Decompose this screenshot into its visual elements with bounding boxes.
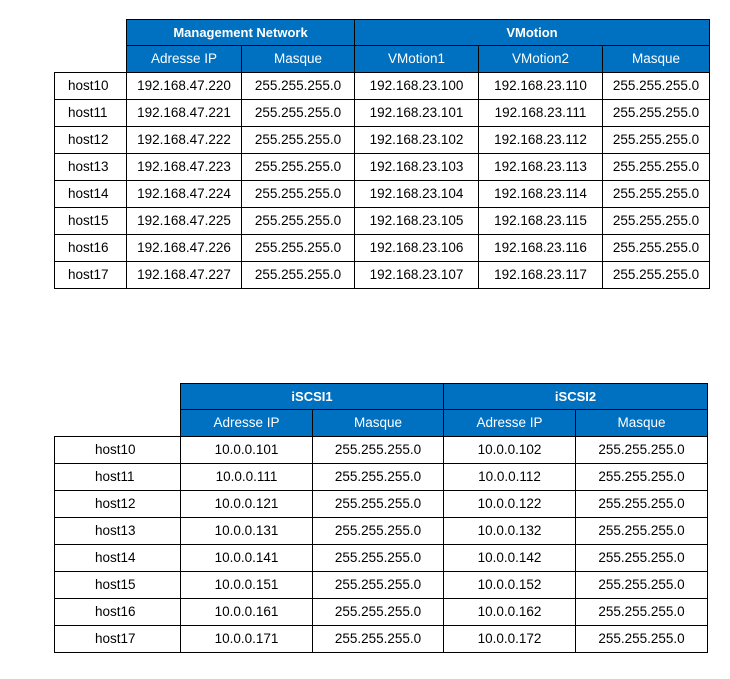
iscsi-table-row [55, 571, 708, 598]
table-cell: 192.168.23.117 [479, 261, 603, 288]
table-cell: 255.255.255.0 [576, 517, 708, 544]
host-name-cell: host10 [55, 436, 181, 463]
table-cell: 255.255.255.0 [242, 99, 355, 126]
table-cell: 255.255.255.0 [603, 234, 710, 261]
host-name-cell: host13 [55, 153, 127, 180]
table-cell: 255.255.255.0 [313, 571, 444, 598]
table-cell: 255.255.255.0 [576, 598, 708, 625]
table-cell: 192.168.47.221 [127, 99, 242, 126]
table-cell: 255.255.255.0 [313, 517, 444, 544]
table-cell: 192.168.47.225 [127, 207, 242, 234]
column-header: Masque [242, 46, 355, 73]
host-name-cell: host13 [55, 517, 181, 544]
column-header: Adresse IP [444, 410, 576, 437]
table-cell: 10.0.0.142 [444, 544, 576, 571]
table-cell: 10.0.0.111 [181, 463, 313, 490]
group-header-management: Management Network [127, 20, 355, 46]
table-cell: 255.255.255.0 [576, 490, 708, 517]
table-cell: 192.168.47.224 [127, 180, 242, 207]
table-cell: 192.168.23.114 [479, 180, 603, 207]
table-cell: 255.255.255.0 [242, 180, 355, 207]
table-cell: 10.0.0.122 [444, 490, 576, 517]
network-table-row [55, 207, 710, 234]
group-header-iscsi1: iSCSI1 [181, 384, 444, 410]
table-cell: 255.255.255.0 [603, 72, 710, 99]
table-cell: 192.168.47.223 [127, 153, 242, 180]
network-group-header-row [55, 20, 710, 46]
iscsi-table [54, 383, 708, 653]
table-cell: 255.255.255.0 [576, 436, 708, 463]
network-table-row [55, 72, 710, 99]
network-table [54, 19, 710, 289]
table-cell: 255.255.255.0 [603, 153, 710, 180]
iscsi-table-row [55, 463, 708, 490]
table-cell: 10.0.0.151 [181, 571, 313, 598]
column-header: Masque [603, 46, 710, 73]
network-table-row [55, 126, 710, 153]
host-name-cell: host17 [55, 625, 181, 652]
table-cell: 192.168.23.105 [355, 207, 479, 234]
table-cell: 10.0.0.162 [444, 598, 576, 625]
table-cell: 10.0.0.131 [181, 517, 313, 544]
iscsi-table-row [55, 517, 708, 544]
table-cell: 192.168.23.101 [355, 99, 479, 126]
group-header-iscsi2: iSCSI2 [444, 384, 708, 410]
table-cell: 255.255.255.0 [576, 625, 708, 652]
network-table-row [55, 180, 710, 207]
table-cell: 192.168.23.100 [355, 72, 479, 99]
table-cell: 255.255.255.0 [603, 261, 710, 288]
iscsi-table-row [55, 598, 708, 625]
network-table-row [55, 99, 710, 126]
host-name-cell: host15 [55, 571, 181, 598]
host-name-cell: host15 [55, 207, 127, 234]
table-cell: 255.255.255.0 [313, 598, 444, 625]
table-cell: 255.255.255.0 [603, 99, 710, 126]
table-cell: 192.168.23.112 [479, 126, 603, 153]
table-cell: 192.168.23.115 [479, 207, 603, 234]
host-name-cell: host17 [55, 261, 127, 288]
host-name-cell: host16 [55, 598, 181, 625]
table-cell: 10.0.0.102 [444, 436, 576, 463]
table-cell: 255.255.255.0 [576, 571, 708, 598]
table-cell: 255.255.255.0 [313, 463, 444, 490]
table-cell: 192.168.23.102 [355, 126, 479, 153]
host-name-cell: host12 [55, 126, 127, 153]
table-cell: 255.255.255.0 [242, 207, 355, 234]
table-cell: 10.0.0.121 [181, 490, 313, 517]
table-cell: 255.255.255.0 [242, 126, 355, 153]
corner-blank [55, 410, 181, 437]
host-name-cell: host12 [55, 490, 181, 517]
column-header: VMotion1 [355, 46, 479, 73]
table-cell: 255.255.255.0 [242, 261, 355, 288]
host-name-cell: host10 [55, 72, 127, 99]
corner-blank [55, 384, 181, 410]
network-table-row [55, 153, 710, 180]
table-cell: 255.255.255.0 [313, 490, 444, 517]
table-cell: 192.168.47.220 [127, 72, 242, 99]
corner-blank [55, 20, 127, 46]
host-name-cell: host11 [55, 99, 127, 126]
table-cell: 255.255.255.0 [313, 544, 444, 571]
iscsi-table-row [55, 544, 708, 571]
table-cell: 255.255.255.0 [576, 544, 708, 571]
table-cell: 255.255.255.0 [603, 207, 710, 234]
iscsi-column-header-row [55, 410, 708, 437]
table-cell: 255.255.255.0 [603, 126, 710, 153]
table-cell: 192.168.23.116 [479, 234, 603, 261]
table-cell: 192.168.23.111 [479, 99, 603, 126]
corner-blank [55, 46, 127, 73]
column-header: Masque [576, 410, 708, 437]
table-cell: 255.255.255.0 [313, 625, 444, 652]
table-cell: 10.0.0.172 [444, 625, 576, 652]
table-cell: 255.255.255.0 [576, 463, 708, 490]
iscsi-table-row [55, 625, 708, 652]
group-header-vmotion: VMotion [355, 20, 710, 46]
network-table-row [55, 261, 710, 288]
column-header: VMotion2 [479, 46, 603, 73]
table-cell: 192.168.23.104 [355, 180, 479, 207]
table-cell: 192.168.47.227 [127, 261, 242, 288]
table-cell: 192.168.23.110 [479, 72, 603, 99]
column-header: Adresse IP [127, 46, 242, 73]
table-cell: 192.168.23.103 [355, 153, 479, 180]
table-cell: 255.255.255.0 [242, 72, 355, 99]
table-cell: 10.0.0.132 [444, 517, 576, 544]
host-name-cell: host14 [55, 180, 127, 207]
iscsi-group-header-row [55, 384, 708, 410]
host-name-cell: host16 [55, 234, 127, 261]
table-cell: 255.255.255.0 [313, 436, 444, 463]
table-cell: 255.255.255.0 [242, 153, 355, 180]
iscsi-table-row [55, 436, 708, 463]
table-cell: 255.255.255.0 [242, 234, 355, 261]
table-cell: 10.0.0.161 [181, 598, 313, 625]
table-cell: 255.255.255.0 [603, 180, 710, 207]
table-cell: 192.168.23.107 [355, 261, 479, 288]
network-column-header-row [55, 46, 710, 73]
table-cell: 192.168.47.222 [127, 126, 242, 153]
table-cell: 192.168.23.106 [355, 234, 479, 261]
table-cell: 10.0.0.112 [444, 463, 576, 490]
host-name-cell: host11 [55, 463, 181, 490]
table-cell: 10.0.0.101 [181, 436, 313, 463]
table-cell: 10.0.0.141 [181, 544, 313, 571]
table-cell: 10.0.0.171 [181, 625, 313, 652]
table-cell: 192.168.23.113 [479, 153, 603, 180]
column-header: Masque [313, 410, 444, 437]
table-cell: 10.0.0.152 [444, 571, 576, 598]
host-name-cell: host14 [55, 544, 181, 571]
column-header: Adresse IP [181, 410, 313, 437]
network-table-row [55, 234, 710, 261]
iscsi-table-row [55, 490, 708, 517]
table-cell: 192.168.47.226 [127, 234, 242, 261]
